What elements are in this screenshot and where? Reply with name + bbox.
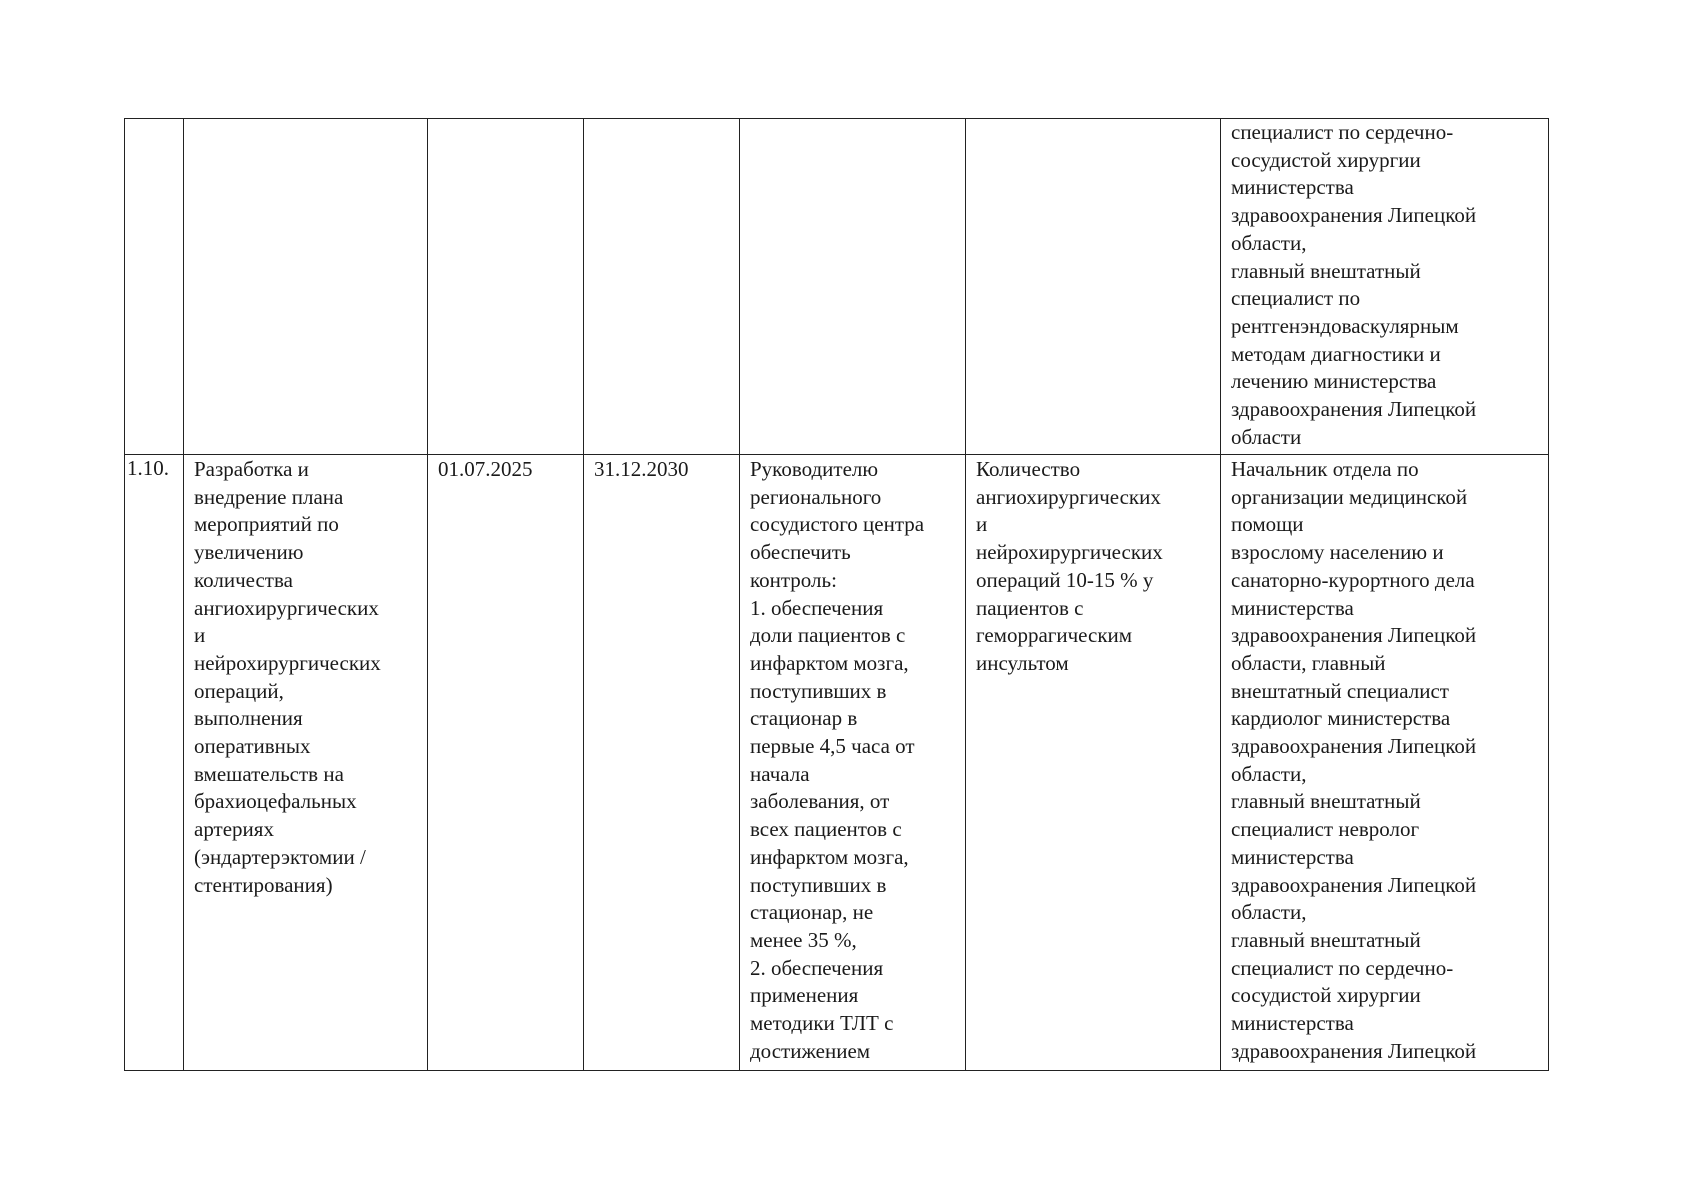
cell-start-date (428, 119, 584, 455)
table-row-1-10 (125, 455, 1549, 1071)
cell-number (125, 119, 184, 455)
cell-control: Руководителю регионального сосудистого центра обеспечить контроль: 1. обеспечения доли пациентов с инфарктом мозга, поступивших в стационар в первые 4,5 часа от начала заболевания, от всех пациентов с инфарктом мозга, поступивших в стационар, не менее 35 %, 2. обеспечения применения методики ТЛТ с достижением (740, 455, 966, 1071)
cell-number: 1.10. (125, 455, 184, 1071)
cell-indicator (966, 119, 1221, 455)
cell-name: Разработка и внедрение плана мероприятий по увеличению количества ангиохирургических и нейрохирургических операций, выполнения оперативных вмешательств на брахиоцефальных артериях (эндартерэктомии / стентирования) (184, 455, 428, 1071)
cell-end-date (584, 119, 740, 455)
cell-indicator: Количество ангиохирургических и нейрохирургических операций 10-15 % у пациентов с геморрагическим инсультом (966, 455, 1221, 1071)
cell-end-date: 31.12.2030 (584, 455, 740, 1071)
cell-start-date: 01.07.2025 (428, 455, 584, 1071)
table-row-continuation (125, 119, 1549, 455)
cell-control (740, 119, 966, 455)
cell-responsible: специалист по сердечно- сосудистой хирургии министерства здравоохранения Липецкой области, главный внештатный специалист по рентгенэндоваскулярным методам диагностики и лечению министерства здравоохранения Липецкой области (1221, 119, 1549, 455)
cell-name (184, 119, 428, 455)
cell-responsible: Начальник отдела по организации медицинской помощи взрослому населению и санаторно-курортного дела министерства здравоохранения Липецкой области, главный внештатный специалист кардиолог министерства здравоохранения Липецкой области, главный внештатный специалист невролог министерства здравоохранения Липецкой области, главный внештатный специалист по сердечно- сосудистой хирургии министерства здравоохранения Липецкой (1221, 455, 1549, 1071)
action-plan-table (124, 118, 1549, 1071)
